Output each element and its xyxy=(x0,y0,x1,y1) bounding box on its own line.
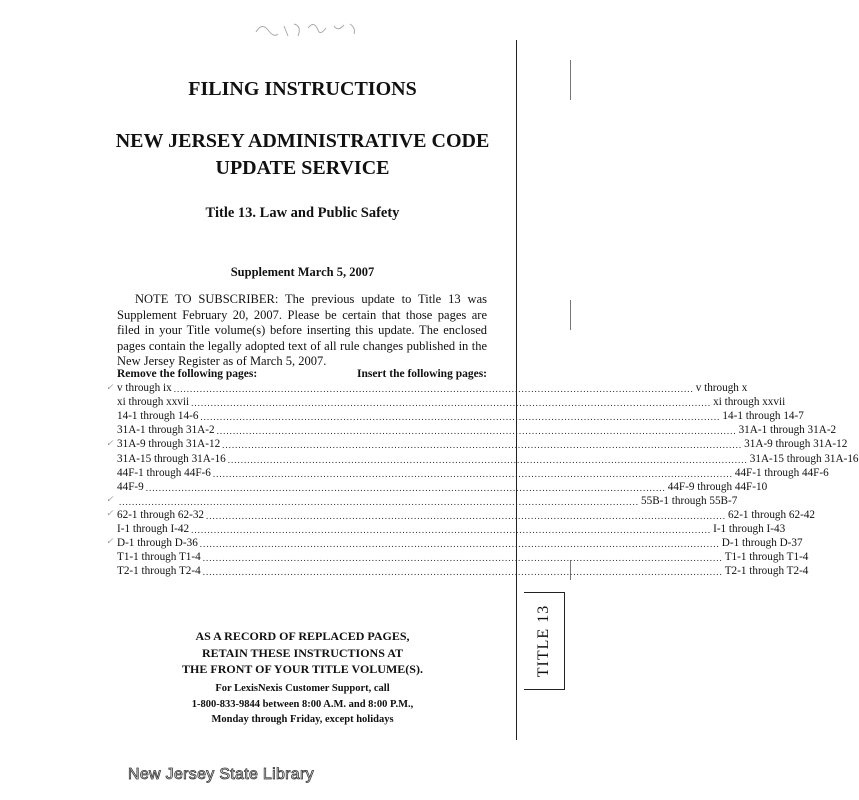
remove-pages: 14-1 through 14-6 xyxy=(117,410,199,423)
remove-pages: v through ix xyxy=(117,382,172,395)
check-mark: ✓ xyxy=(106,536,114,546)
title-heading: Title 13. Law and Public Safety xyxy=(205,205,400,221)
table-row xyxy=(117,451,859,465)
table-row xyxy=(117,522,786,536)
insert-pages: 62-1 through 62-42 xyxy=(728,508,816,521)
insert-pages: 44F-9 through 44F-10 xyxy=(667,480,768,493)
table-row xyxy=(117,564,809,578)
leader-dots: ................................................................................................................................................................ xyxy=(191,525,712,536)
code-heading-line2: UPDATE SERVICE xyxy=(215,157,390,179)
insert-pages: 55B-1 through 55B-7 xyxy=(641,494,738,507)
page-heading: FILING INSTRUCTIONS xyxy=(188,78,417,100)
table-row xyxy=(117,409,804,423)
subscriber-note: NOTE TO SUBSCRIBER: The previous update to Title 13 was Supplement February 20, 2007. Please be certain that those pages are filed in your Title volume(s) before inserting this update. The enclosed pages contain the legally adopted text of all rule changes published in the New Jersey Register as of March 5, 2007. xyxy=(117,292,487,368)
insert-pages: 31A-15 through 31A-16 xyxy=(749,452,859,465)
supplement-date: Supplement March 5, 2007 xyxy=(230,265,375,279)
table-row xyxy=(117,395,786,409)
leader-dots: ................................................................................................................................................................ xyxy=(227,454,748,465)
table-row xyxy=(117,437,848,451)
remove-pages: T2-1 through T2-4 xyxy=(117,565,201,578)
check-mark: ✓ xyxy=(106,382,114,392)
support-info xyxy=(89,681,516,728)
title-tab xyxy=(524,592,565,690)
remove-pages: 31A-1 through 31A-2 xyxy=(117,424,215,437)
remove-pages: 44F-9 xyxy=(117,480,144,493)
support-line: Monday through Friday, except holidays xyxy=(211,714,394,725)
leader-dots: ................................................................................................................................................................ xyxy=(173,384,694,395)
code-heading-line1: NEW JERSEY ADMINISTRATIVE CODE xyxy=(115,130,490,152)
table-headers xyxy=(117,368,487,380)
leader-dots: ................................................................................................................................................................ xyxy=(200,412,721,423)
table-row xyxy=(117,550,809,564)
library-stamp: New Jersey State Library xyxy=(128,766,314,783)
insert-pages: v through x xyxy=(695,382,748,395)
remove-pages: D-1 through D-36 xyxy=(117,537,198,550)
insert-pages: 14-1 through 14-7 xyxy=(722,410,804,423)
leader-dots: ................................................................................................................................................................ xyxy=(191,398,712,409)
insert-pages: T1-1 through T1-4 xyxy=(724,551,809,564)
leader-dots: ................................................................................................................................................................ xyxy=(206,510,727,521)
check-mark: ✓ xyxy=(106,438,114,448)
record-notice xyxy=(89,628,516,678)
title-tab-label: TITLE 13 xyxy=(535,604,552,678)
record-line: THE FRONT OF YOUR TITLE VOLUME(S). xyxy=(182,662,423,676)
leader-dots: ................................................................................................................................................................ xyxy=(202,567,723,578)
insert-pages: xi through xxvii xyxy=(713,396,786,409)
page-table xyxy=(117,381,859,578)
check-mark: ✓ xyxy=(106,494,114,504)
edge-mark xyxy=(570,300,571,330)
remove-pages: 31A-9 through 31A-12 xyxy=(117,438,221,451)
table-row xyxy=(117,480,768,494)
check-mark: ✓ xyxy=(106,508,114,518)
edge-mark xyxy=(570,60,571,100)
leader-dots: ................................................................................................................................................................ xyxy=(199,539,720,550)
insert-pages: I-1 through I-43 xyxy=(713,523,786,536)
record-line: RETAIN THESE INSTRUCTIONS AT xyxy=(201,645,404,660)
table-row xyxy=(117,381,748,395)
remove-header: Remove the following pages: xyxy=(117,368,258,380)
leader-dots: ................................................................................................................................................................ xyxy=(145,482,666,493)
table-row xyxy=(117,466,829,480)
table-row xyxy=(117,423,837,437)
insert-pages: T2-1 through T2-4 xyxy=(724,565,809,578)
leader-dots: ................................................................................................................................................................ xyxy=(202,553,723,564)
remove-pages: I-1 through I-42 xyxy=(117,523,190,536)
code-heading xyxy=(89,128,516,182)
remove-pages: 62-1 through 62-32 xyxy=(117,508,205,521)
support-line: 1-800-833-9844 between 8:00 A.M. and 8:00 P.M., xyxy=(191,698,414,710)
remove-pages: T1-1 through T1-4 xyxy=(117,551,201,564)
leader-dots: ................................................................................................................................................................ xyxy=(216,426,737,437)
table-row xyxy=(117,508,816,522)
remove-pages: 44F-1 through 44F-6 xyxy=(117,466,211,479)
table-row xyxy=(117,536,803,550)
remove-pages: xi through xxvii xyxy=(117,396,190,409)
insert-pages: 31A-9 through 31A-12 xyxy=(744,438,848,451)
insert-pages: D-1 through D-37 xyxy=(721,537,803,550)
leader-dots: ................................................................................................................................................................ xyxy=(212,468,733,479)
insert-pages: 44F-1 through 44F-6 xyxy=(734,466,829,479)
insert-pages: 31A-1 through 31A-2 xyxy=(738,424,837,437)
insert-header: Insert the following pages: xyxy=(356,368,487,380)
leader-dots: ................................................................................................................................................................ xyxy=(222,440,743,451)
record-line: AS A RECORD OF REPLACED PAGES, xyxy=(195,629,410,643)
remove-pages: 31A-15 through 31A-16 xyxy=(117,452,226,465)
table-row xyxy=(117,494,738,508)
support-line: For LexisNexis Customer Support, call xyxy=(215,683,390,694)
leader-dots: ................................................................................................................................................................ xyxy=(119,496,639,507)
